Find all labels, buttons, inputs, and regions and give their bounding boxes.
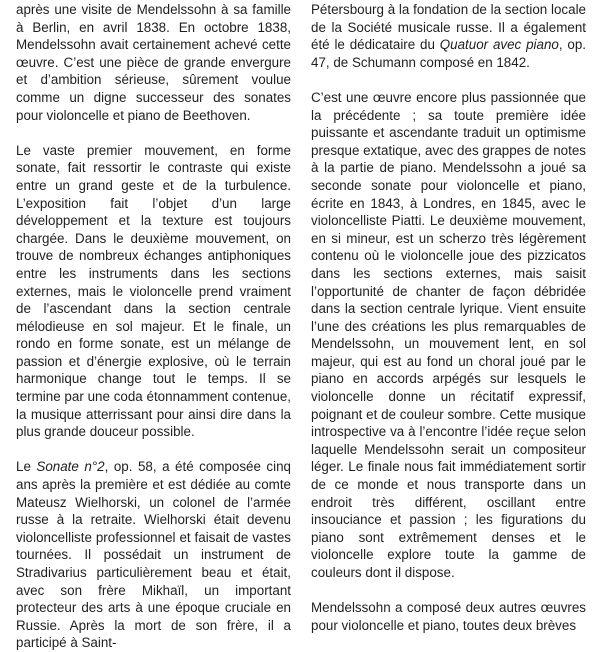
quatuor-title-italic: Quatuor avec piano bbox=[439, 37, 559, 53]
petersburg-prefix-text: Pétersbourg à la fondation de la section locale de la Société musicale russe. Il a également été le dédicataire du bbox=[311, 2, 586, 53]
paragraph-berlin-visit: après une visite de Mendelssohn à sa famille à Berlin, en avril 1838. En octobre 1838, Mendelssohn avait certainement achevé cette œuvre. C’est une pièce de grande envergure et d’ambition sérieuse, sûrement voulue comme un digne successeur des sonates pour violoncelle et piano de Beethoven. bbox=[16, 2, 291, 123]
paragraph-passionate-work: C’est une œuvre encore plus passionnée que la précédente ; sa toute première idée puissante et ascendante traduit un optimisme presque extatique, avec des grappes de notes à la partie de piano. Mendelssohn a joué sa seconde sonate pour violoncelle et piano, écrite en 1843, à Londres, en 1845, avec le violoncelliste Piatti. Le deuxième mouvement, en si mineur, est un scherzo très légèrement contenu où le violoncelle joue des pizzicatos dans les sections externes, mais saisit l’opportunité de chanter de façon débridée dans la section centrale lyrique. Vient ensuite l’une des créations les plus remarquables de Mendelssohn, un mouvement lent, en sol majeur, qui est au fond un choral joué par le piano en accords arpégés sur lesquels le violoncelle donne un récitatif expressif, poignant et de couleur sombre. Cette musique introspective va à l’encontre l’idée reçue selon laquelle Mendelssohn serait un compositeur léger. Le finale nous fait immédiatement sortir de ce monde et nous transporte dans un endroit très différent, oscillant entre insouciance et passion ; les figurations du piano sont extrêmement denses et le violoncelle explore toute la gamme de couleurs dont il dispose. bbox=[311, 89, 586, 580]
petersburg-rest-text: , op. 47, de Schumann composé en 1842. bbox=[311, 37, 587, 70]
sonata-body-text: , op. 58, a été composée cinq ans après la première et est dédiée au comte Mateusz Wielhorski, un colonel de l’armée russe à la retraite. Wielhorski était devenu violoncelliste professionnel et faisait de vastes tournées. Il possédait un instrument de Stradivarius particulièrement beau et était, avec son frère Mikhaïl, un important protecteur des arts à une époque cruciale en Russie. Après la mort de son frère, il a participé à Saint- bbox=[16, 459, 291, 651]
paragraph-sonata-no2 bbox=[16, 458, 291, 652]
right-column bbox=[311, 1, 587, 633]
sonata-prefix-text: Le bbox=[16, 459, 37, 475]
paragraph-petersburg bbox=[311, 1, 586, 71]
paragraph-other-works: Mendelssohn a composé deux autres œuvres pour violoncelle et piano, toutes deux brèves bbox=[311, 600, 586, 633]
left-column bbox=[16, 1, 291, 651]
sonata-title-italic: Sonate n°2 bbox=[36, 459, 105, 475]
paragraph-first-movement: Le vaste premier mouvement, en forme sonate, fait ressortir le contraste qui existe entre un grand geste et de la turbulence. L’exposition fait l’objet d’un large développement et la texture est toujours chargée. Dans le deuxième mouvement, on trouve de nombreux échanges antiphoniques entre les instruments dans les sections externes, mais le violoncelle prend vraiment de l’ascendant dans la section centrale mélodieuse en sol majeur. Et le finale, un rondo en forme sonate, est un mélange de passion et d’énergie explosive, où le terrain harmonique change tout le temps. Il se termine par une coda étonnamment contenue, la musique atterrissant pour ainsi dire dans la plus grande douceur possible. bbox=[16, 142, 291, 440]
